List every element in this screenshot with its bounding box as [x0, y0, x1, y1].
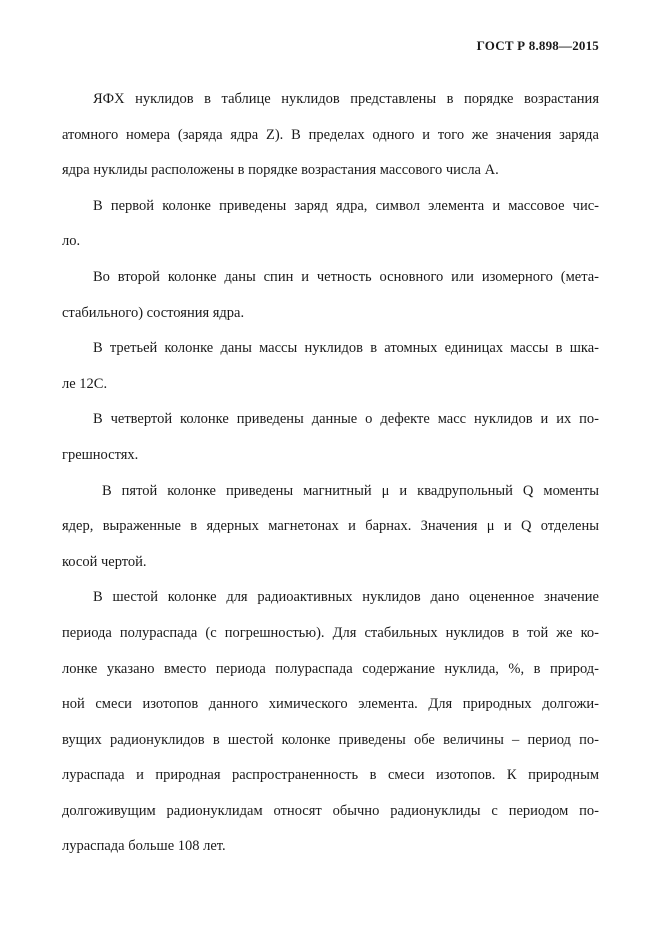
text-line: вущих радионуклидов в шестой колонке приведены обе величины – период по-: [62, 731, 599, 748]
text-line: В первой колонке приведены заряд ядра, символ элемента и массовое чис-: [93, 197, 599, 214]
text-line: атомного номера (заряда ядра Z). В пределах одного и того же значения заряда: [62, 126, 599, 143]
paragraph-column-2: [62, 260, 599, 331]
text-line: ло.: [62, 233, 81, 250]
text-line: лураспада и природная распространенность в смеси изотопов. К природным: [62, 767, 599, 784]
text-line: Во второй колонке даны спин и четность основного или изомерного (мета-: [93, 268, 599, 285]
paragraph-ordering: [62, 82, 599, 189]
paragraph-column-1: [62, 189, 599, 260]
text-line: ядер, выраженные в ядерных магнетонах и барнах. Значения μ и Q отделены: [62, 518, 599, 535]
text-line: В пятой колонке приведены магнитный μ и квадрупольный Q моменты: [102, 482, 599, 499]
text-line: ле 12С.: [62, 375, 108, 392]
paragraph-column-4: [62, 402, 599, 473]
text-line: В третьей колонке даны массы нуклидов в атомных единицах массы в шка-: [93, 340, 599, 357]
text-line: периода полураспада (с погрешностью). Для стабильных нуклидов в той же ко-: [62, 624, 599, 641]
text-line: ной смеси изотопов данного химического элемента. Для природных долгожи-: [62, 696, 599, 713]
text-line: лонке указано вместо периода полураспада содержание нуклида, %, в природ-: [62, 660, 599, 677]
text-line: косой чертой.: [62, 553, 147, 570]
text-line: В шестой колонке для радиоактивных нуклидов дано оцененное значение: [93, 589, 599, 606]
paragraph-column-5: [62, 474, 599, 581]
text-line: стабильного) состояния ядра.: [62, 304, 245, 321]
document-body: [62, 82, 599, 865]
paragraph-column-3: [62, 331, 599, 402]
paragraph-column-6: [62, 580, 599, 865]
text-line: ядра нуклиды расположены в порядке возрастания массового числа A.: [62, 162, 499, 179]
text-line: лураспада больше 108 лет.: [62, 838, 226, 855]
text-line: В четвертой колонке приведены данные о дефекте масс нуклидов и их по-: [93, 411, 599, 428]
text-line: долгоживущим радионуклидам относят обычно радионуклиды с периодом по-: [62, 802, 599, 819]
text-line: грешностях.: [62, 446, 139, 463]
document-header-code: ГОСТ Р 8.898—2015: [476, 38, 599, 53]
text-line: ЯФХ нуклидов в таблице нуклидов представлены в порядке возрастания: [93, 91, 599, 107]
